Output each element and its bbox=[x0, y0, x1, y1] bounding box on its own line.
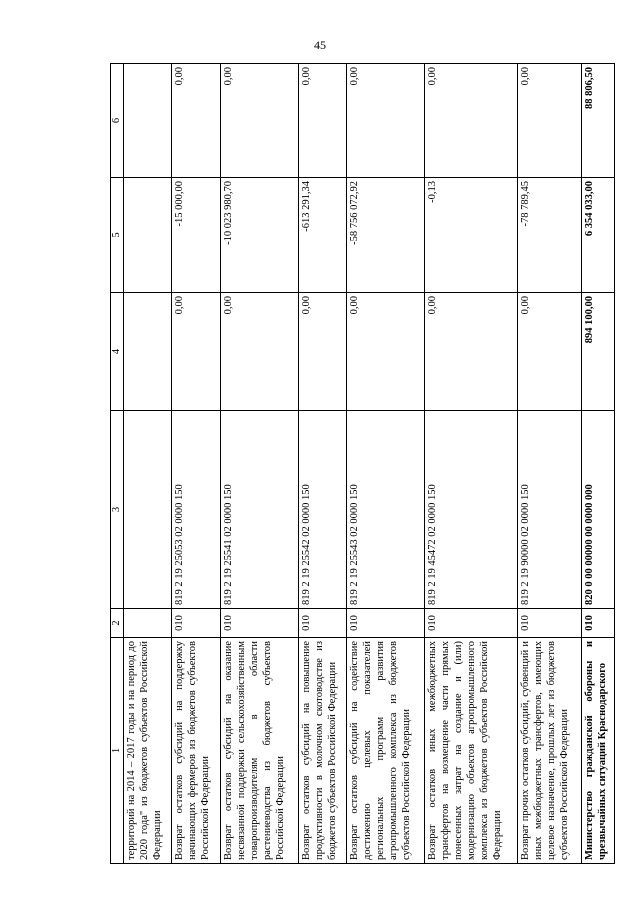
row-col4: 0,00 bbox=[425, 293, 518, 411]
row-code: 010 bbox=[298, 609, 346, 638]
row-kbk: 819 2 19 90000 02 0000 150 bbox=[518, 411, 581, 609]
row-code: 010 bbox=[581, 609, 614, 638]
row-col5: -613 291,34 bbox=[298, 178, 346, 293]
row-kbk: 819 2 19 25541 02 0000 150 bbox=[220, 411, 298, 609]
row-kbk: 819 2 19 25543 02 0000 150 bbox=[347, 411, 425, 609]
row-col4: 0,00 bbox=[518, 293, 581, 411]
row-col6: 0,00 bbox=[172, 64, 220, 178]
row-kbk: 820 0 00 00000 00 0000 000 bbox=[581, 411, 614, 609]
row-code: 010 bbox=[425, 609, 518, 638]
page-number: 45 bbox=[314, 38, 326, 52]
row-kbk: 819 2 19 25542 02 0000 150 bbox=[298, 411, 346, 609]
row-kbk: 819 2 19 25053 02 0000 150 bbox=[172, 411, 220, 609]
table-row bbox=[425, 64, 518, 864]
row-name: Возврат остатков субсидий на оказание несвязанной поддержки сельскохозяйственным товаропроизводителям в области растениеводства из бюджетов субъектов Российской Федерации bbox=[220, 638, 298, 864]
header-col-2: 2 bbox=[111, 609, 124, 638]
row-code: 010 bbox=[347, 609, 425, 638]
row-col5: 6 354 033,00 bbox=[581, 178, 614, 293]
row-code: 010 bbox=[172, 609, 220, 638]
row-col6: 0,00 bbox=[298, 64, 346, 178]
header-col-6: 6 bbox=[111, 64, 124, 178]
table-row bbox=[220, 64, 298, 864]
row-col4 bbox=[124, 293, 172, 411]
table-row-ministry-total bbox=[581, 64, 614, 864]
row-col6: 88 806,50 bbox=[581, 64, 614, 178]
row-col6: 0,00 bbox=[220, 64, 298, 178]
rotated-table-container bbox=[110, 64, 615, 864]
header-col-5: 5 bbox=[111, 178, 124, 293]
table-row bbox=[347, 64, 425, 864]
row-col4: 894 100,00 bbox=[581, 293, 614, 411]
row-kbk: 819 2 19 45472 02 0000 150 bbox=[425, 411, 518, 609]
row-name: Возврат остатков иных межбюджетных трансфертов на возмещение части прямых понесенных затрат на создание и (или) модернизацию объектов агропромышленного комплекса из бюджетов субъектов Российской Федерации bbox=[425, 638, 518, 864]
row-col5 bbox=[124, 178, 172, 293]
row-col6: 0,00 bbox=[425, 64, 518, 178]
header-row bbox=[111, 64, 124, 864]
row-code: 010 bbox=[220, 609, 298, 638]
header-col-1: 1 bbox=[111, 638, 124, 864]
row-col4: 0,00 bbox=[347, 293, 425, 411]
row-col5: -78 789,45 bbox=[518, 178, 581, 293]
row-col5: -0,13 bbox=[425, 178, 518, 293]
row-name: Возврат остатков субсидий на поддержку начинающих фермеров из бюджетов субъектов Российской Федерации bbox=[172, 638, 220, 864]
row-code bbox=[124, 609, 172, 638]
table-row bbox=[298, 64, 346, 864]
row-kbk bbox=[124, 411, 172, 609]
row-name: Министерство гражданской обороны и чрезвычайных ситуаций Краснодарского bbox=[581, 638, 614, 864]
row-name: Возврат прочих остатков субсидий, субвенций и иных межбюджетных трансфертов, имеющих целевое назначение, прошлых лет из бюджетов субъектов Российской Федерации bbox=[518, 638, 581, 864]
row-col4: 0,00 bbox=[172, 293, 220, 411]
row-col5: -15 000,00 bbox=[172, 178, 220, 293]
table-row bbox=[124, 64, 172, 864]
row-col6: 0,00 bbox=[347, 64, 425, 178]
header-col-4: 4 bbox=[111, 293, 124, 411]
row-code: 010 bbox=[518, 609, 581, 638]
row-col6: 0,00 bbox=[518, 64, 581, 178]
row-col5: -58 756 072,92 bbox=[347, 178, 425, 293]
table-row bbox=[172, 64, 220, 864]
row-name: Возврат остатков субсидий на содействие достижению целевых показателей региональных программ развития агропромышленного комплекса из бюджетов субъектов Российской Федерации bbox=[347, 638, 425, 864]
table-row bbox=[518, 64, 581, 864]
row-name: Возврат остатков субсидий на повышение продуктивности в молочном скотоводстве из бюджетов субъектов Российской Федерации bbox=[298, 638, 346, 864]
header-col-3: 3 bbox=[111, 411, 124, 609]
budget-table bbox=[110, 63, 615, 864]
row-col6 bbox=[124, 64, 172, 178]
row-col5: -10 023 980,70 bbox=[220, 178, 298, 293]
row-col4: 0,00 bbox=[298, 293, 346, 411]
row-name: территорий на 2014 – 2017 годы и на период до 2020 года" из бюджетов субъектов Российской Федерации bbox=[124, 638, 172, 864]
row-col4: 0,00 bbox=[220, 293, 298, 411]
